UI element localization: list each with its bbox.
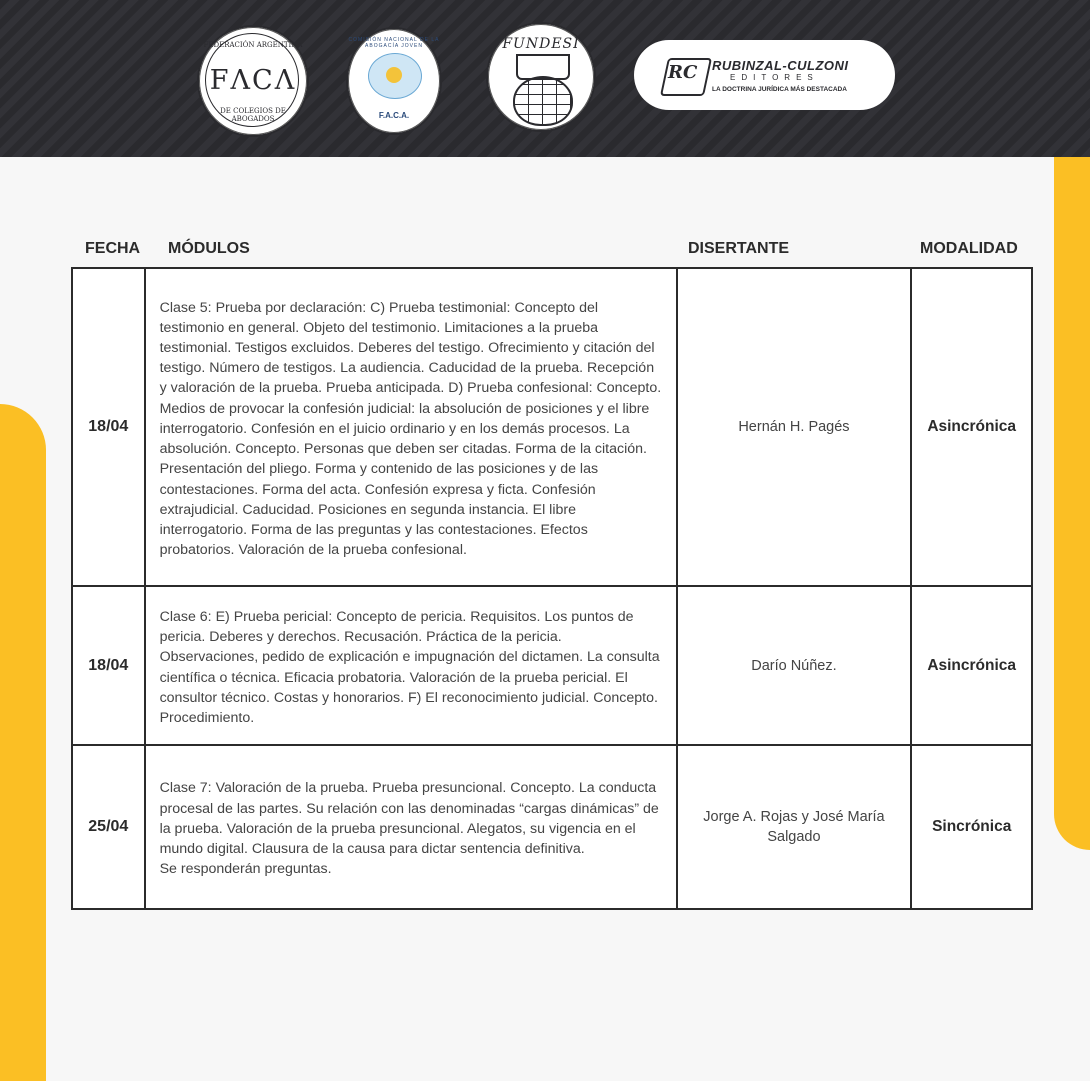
sun-icon (386, 67, 402, 83)
yellow-accent-right (1054, 157, 1090, 850)
header-disertante: DISERTANTE (688, 240, 790, 257)
faca-ring-text-bottom: DE COLEGIOS DE ABOGADOS (220, 107, 286, 123)
header-fecha: FECHA (85, 240, 141, 257)
row-modalidad: Asincrónica (911, 586, 1032, 745)
schedule-table (71, 267, 1033, 910)
fundesi-logo (486, 22, 596, 132)
row-fecha: 25/04 (72, 745, 145, 909)
row-modulo: Clase 5: Prueba por declaración: C) Prueba testimonial: Concepto del testimonio en general. Objeto del testimonio. Limitaciones a la prueba testimonial. Testigos excluidos. Deberes del testigo. Ofrecimiento y citación del testigo. Número de testigos. La audiencia. Caducidad de la prueba. Recepción y valoración de la prueba. Prueba anticipada. D) Prueba confesional: Concepto. Medios de provocar la confesión judicial: la absolución de posiciones y el libre interrogatorio. Confesión en el juicio ordinario y en los demás procesos. La absolución. Concepto. Personas que deben ser citadas. Forma de la citación. Presentación del pliego. Forma y contenido de las posiciones y de las contestaciones. Forma del acta. Confesión expresa y ficta. Confesión extrajudicial. Caducidad. Posiciones en segunda instancia. El libre interrogatorio. Forma de las preguntas y las contestaciones. Efectos probatorios. Valoración de la prueba confesional. (145, 268, 677, 586)
rubinzal-sub: EDITORES (730, 73, 819, 82)
faca-ring-text-top: FEDERACIÓN ARGENTINA (203, 41, 303, 49)
table-row (72, 745, 1032, 909)
comision-label: F.A.C.A. (378, 111, 410, 120)
row-modalidad: Asincrónica (911, 268, 1032, 586)
header-modulos: MÓDULOS (168, 240, 250, 257)
rubinzal-culzoni-logo (634, 40, 895, 110)
row-fecha: 18/04 (72, 268, 145, 586)
row-modulo: Clase 7: Valoración de la prueba. Prueba presuncional. Concepto. La conducta procesal de las partes. Su relación con las denominadas “cargas dinámicas” de la prueba. Valoración de la prueba presuncional. Alegatos, su vigencia en el mundo digital. Clausura de la causa para dictar sentencia definitiva. Se responderán preguntas. (145, 745, 677, 909)
rubinzal-name: RUBINZAL-CULZONI (712, 58, 849, 73)
header-modalidad: MODALIDAD (920, 240, 1018, 257)
row-disertante: Hernán H. Pagés (677, 268, 912, 586)
faca-logo (197, 25, 309, 137)
table-row (72, 268, 1032, 586)
row-modulo: Clase 6: E) Prueba pericial: Concepto de pericia. Requisitos. Los puntos de pericia. Deberes y derechos. Recusación. Práctica de la pericia. Observaciones, pedido de explicación e impugnación del dictamen. La consulta científica o técnica. Eficacia probatoria. Valoración de la prueba pericial. El consultor técnico. Costas y honorarios. F) El reconocimiento judicial. Concepto. Procedimiento. (145, 586, 677, 745)
row-disertante: Jorge A. Rojas y José María Salgado (677, 745, 912, 909)
row-modalidad: Sincrónica (911, 745, 1032, 909)
faca-mark: FΛCΛ (209, 65, 297, 96)
header-banner (0, 0, 1090, 157)
table-row (72, 586, 1032, 745)
row-disertante: Darío Núñez. (677, 586, 912, 745)
comision-logo (346, 27, 442, 135)
globe-icon (513, 76, 573, 126)
comision-ring-text: COMISIÓN NACIONAL DE LA ABOGACÍA JOVEN (348, 37, 440, 49)
yellow-accent-left (0, 404, 46, 1081)
fundesi-label: FUNDESI (502, 36, 580, 52)
rc-mark: RC (668, 62, 698, 83)
row-fecha: 18/04 (72, 586, 145, 745)
rubinzal-tagline: LA DOCTRINA JURÍDICA MÁS DESTACADA (712, 86, 847, 93)
